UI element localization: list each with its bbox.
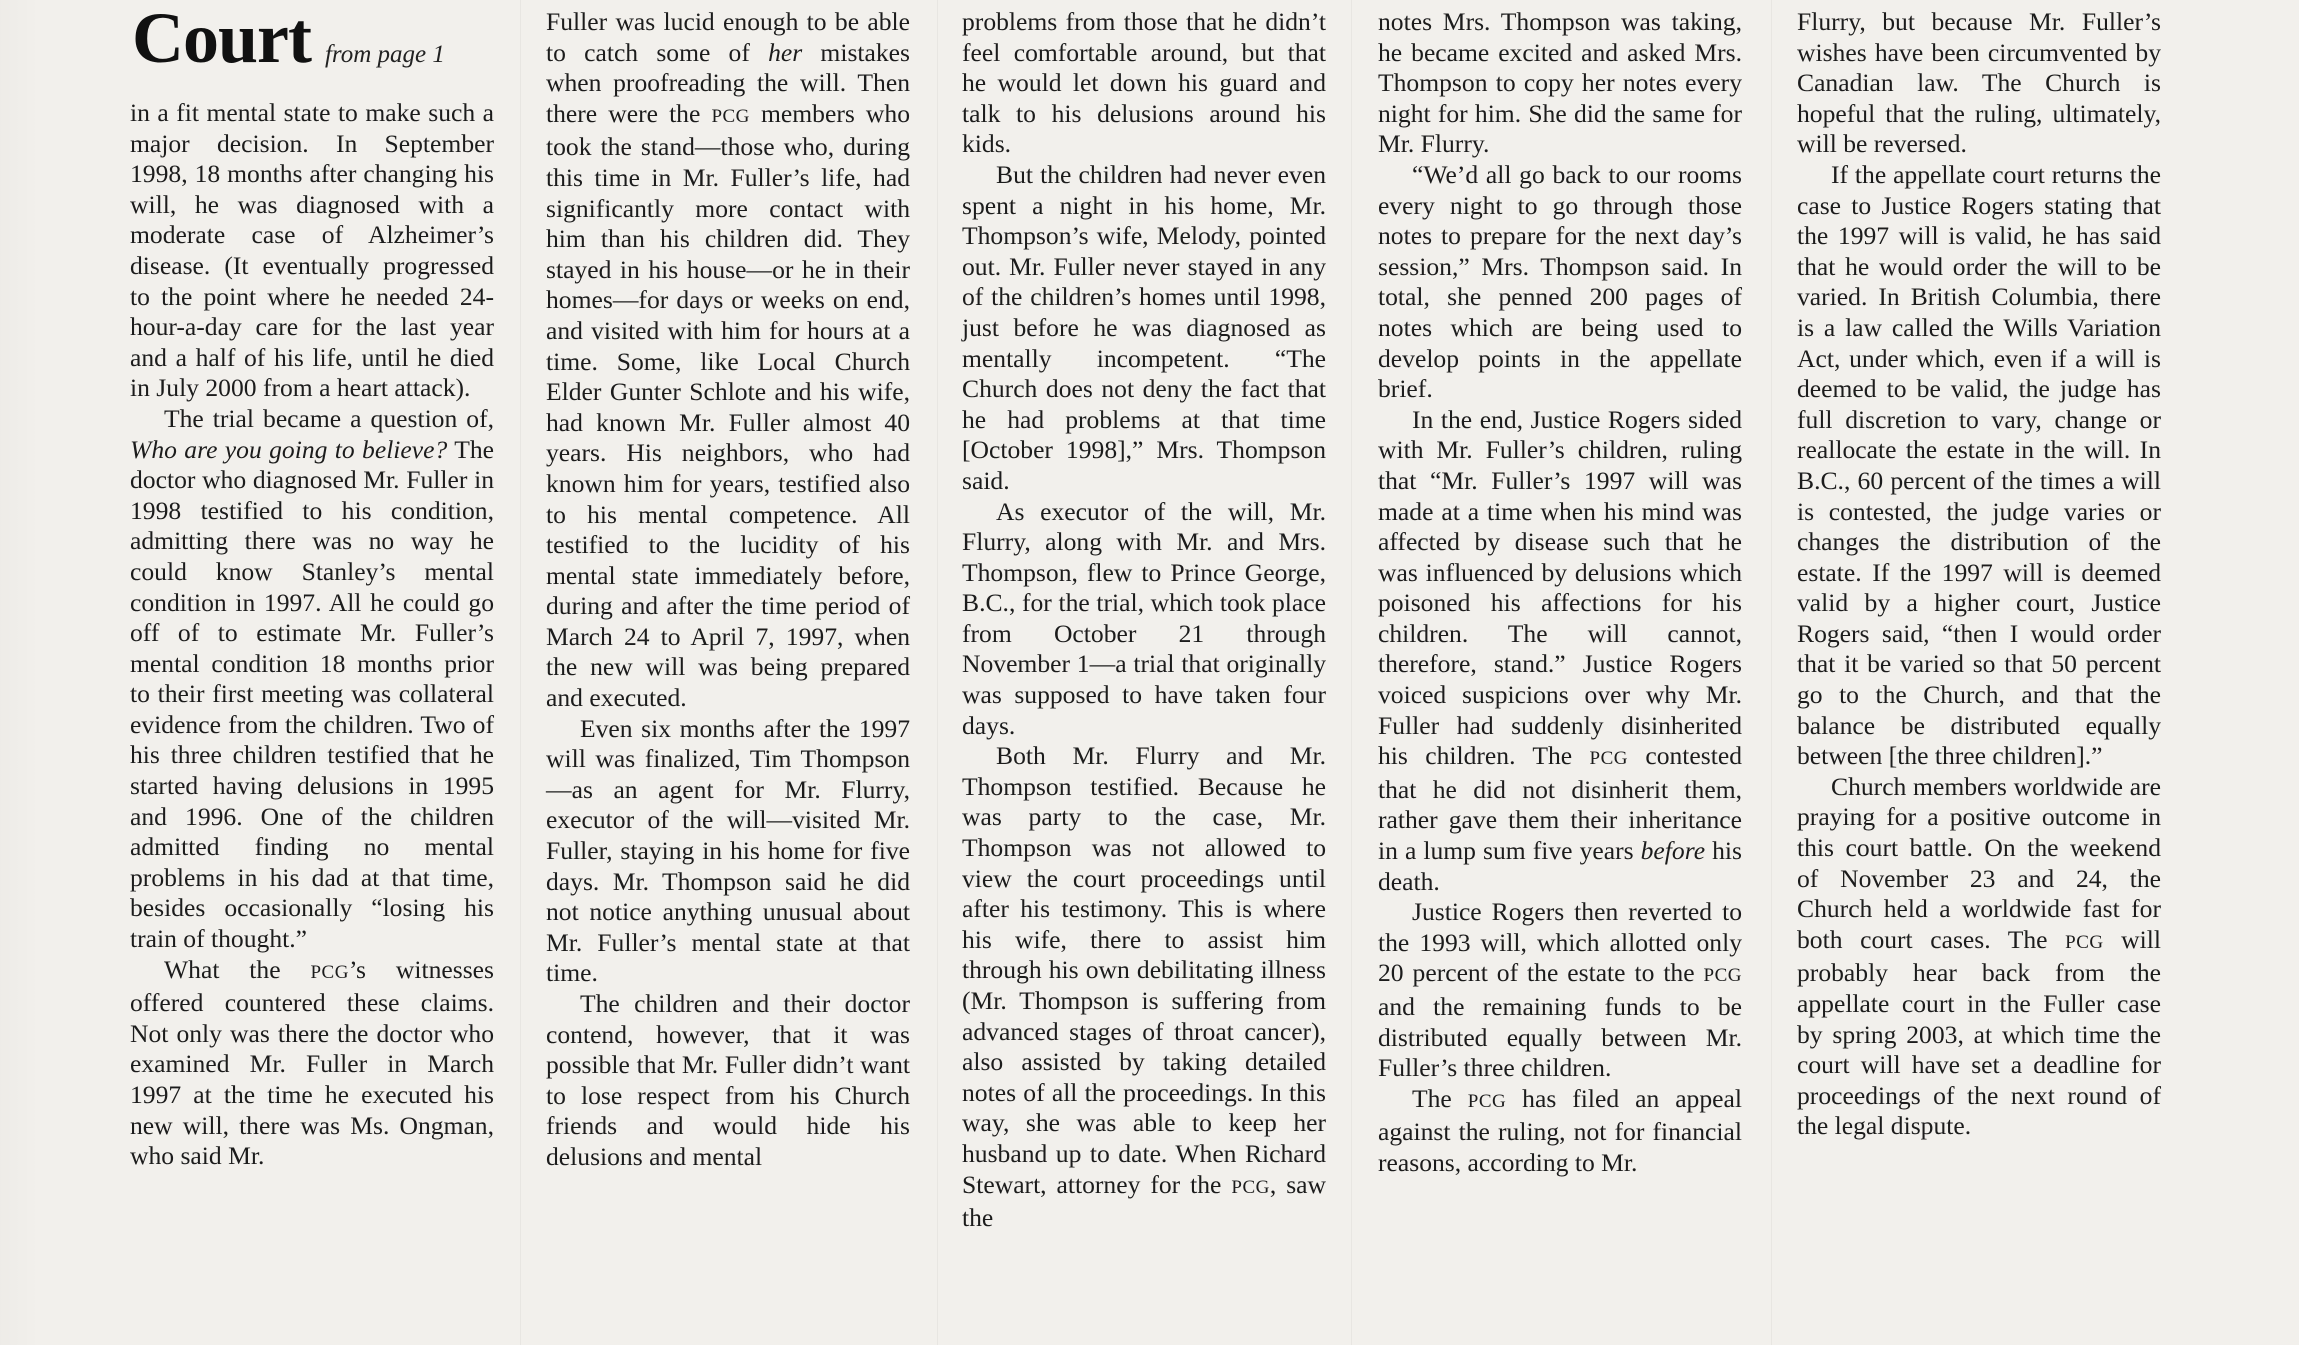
- text-run: , saw the: [962, 1169, 1326, 1233]
- text-run: has filed an appeal against the ruling, not for financial reasons, according to Mr.: [1378, 1083, 1742, 1177]
- text-run: contested that he did not disinherit them, rather gave them their inheritance in a lump sum five years: [1378, 741, 1742, 866]
- paragraph: [546, 714, 910, 989]
- paragraph: [1378, 1084, 1742, 1179]
- paragraph: [1797, 772, 2161, 1142]
- small-caps-run: PCG: [1589, 748, 1628, 770]
- paragraph: [1797, 160, 2161, 772]
- small-caps-run: PCG: [1231, 1176, 1270, 1198]
- text-run: his death.: [1378, 836, 1742, 896]
- italic-run: her: [768, 37, 803, 67]
- article-column-4: [1378, 7, 1742, 1179]
- article-column-2: [546, 7, 910, 1173]
- column-gutter: [1771, 0, 1772, 1345]
- paragraph: [130, 955, 494, 1172]
- paragraph: [1378, 7, 1742, 160]
- small-caps-run: PCG: [1467, 1090, 1507, 1112]
- text-run: Flurry, but because Mr. Fuller’s wishes have been circumvented by Canadian law. The Church is hopeful that the ruling, ultimately, will be reversed.: [1797, 7, 2161, 159]
- text-run: The doctor who diagnosed Mr. Fuller in 1998 testified to his condition, admitting there was no way he could know Stanley’s mental condition in 1997. All he could go off of to estimate Mr. Fuller’s mental condition 18 months prior to their first meeting was collateral evidence from the children. Two of his three children testified that he started having delusions in 1995 and 1996. One of the children admitted finding no mental problems in his dad at that time, besides occasionally “losing his train of thought.”: [130, 434, 494, 954]
- article-column-5: [1797, 7, 2161, 1142]
- headline-title: Court: [132, 0, 311, 78]
- italic-run: Who are you going to believe?: [130, 434, 448, 464]
- column-gutter: [1351, 0, 1352, 1345]
- text-run: will probably hear back from the appellate court in the Fuller case by spring 2003, at which time the court will have set a deadline for proceedings of the next round of the legal dispute.: [1797, 924, 2161, 1141]
- jump-line: from page 1: [324, 41, 445, 68]
- text-run: in a fit mental state to make such a major decision. In September 1998, 18 months after changing his will, he was diagnosed with a moderate case of Alzheimer’s disease. (It eventually progressed to the point where he needed 24-hour-a-day care for the last year and a half of his life, until he died in July 2000 from a heart attack).: [130, 98, 494, 403]
- text-run: “We’d all go back to our rooms every night to go through those notes to prepare for the next day’s session,” Mrs. Thompson said. In total, she penned 200 pages of notes which are being used to develop points in the appellate brief.: [1378, 159, 1742, 404]
- text-run: But the children had never even spent a night in his home, Mr. Thompson’s wife, Melody, pointed out. Mr. Fuller never stayed in any of the children’s homes until 1998, just before he was diagnosed as mentally incompetent. “The Church does not deny the fact that he had problems at that time [October 1998],” Mrs. Thompson said.: [962, 159, 1326, 495]
- text-run: ’s witnesses offered countered these claims. Not only was there the doctor who examined Mr. Fuller in March 1997 at the time he executed his new will, there was Ms. Ongman, who said Mr.: [130, 954, 494, 1171]
- text-run: and the remaining funds to be distributed equally between Mr. Fuller’s three children.: [1378, 992, 1742, 1083]
- column-gutter: [520, 0, 521, 1345]
- paragraph: [546, 989, 910, 1173]
- text-run: Justice Rogers then reverted to the 1993 will, which allotted only 20 percent of the estate to the: [1378, 897, 1742, 988]
- paragraph: [962, 741, 1326, 1234]
- text-run: Both Mr. Flurry and Mr. Thompson testified. Because he was party to the case, Mr. Thompson was not allowed to view the court proceedings until after his testimony. This is where his wife, there to assist him through his own debilitating illness (Mr. Thompson is suffering from advanced stages of throat cancer), also assisted by taking detailed notes of all the proceedings. In this way, she was able to keep her husband up to date. When Richard Stewart, attorney for the: [962, 741, 1326, 1199]
- paragraph: [130, 404, 494, 955]
- article-column-3: [962, 7, 1326, 1234]
- italic-run: before: [1640, 836, 1706, 866]
- small-caps-run: PCG: [2065, 931, 2104, 953]
- text-run: mistakes when proofreading the will. Then there were the: [546, 37, 910, 128]
- column-gutter: [937, 0, 938, 1345]
- paragraph: [1378, 897, 1742, 1084]
- text-run: If the appellate court returns the case to Justice Rogers stating that the 1997 will is valid, he has said that he would order the will to be varied. In British Columbia, there is a law called the Wills Variation Act, under which, even if a will is deemed to be valid, the judge has full discretion to vary, change or reallocate the estate in the will. In B.C., 60 percent of the times a will is contested, the judge varies or changes the distribution of the estate. If the 1997 will is deemed valid by a higher court, Justice Rogers said, “then I would order that it be varied so that 50 percent go to the Church, and that the balance be distributed equally between [the three children].”: [1797, 159, 2161, 771]
- text-run: members who took the stand—those who, during this time in Mr. Fuller’s life, had significantly more contact with him than his children did. They stayed in his house—or he in their homes—for days or weeks on end, and visited with him for hours at a time. Some, like Local Church Elder Gunter Schlote and his wife, had known Mr. Fuller almost 40 years. His neighbors, who had known him for years, testified also to his mental competence. All testified to the lucidity of his mental state immediately before, during and after the time period of March 24 to April 7, 1997, when the new will was being prepared and executed.: [546, 98, 910, 713]
- article-column-1: [130, 98, 494, 1172]
- text-run: The children and their doctor contend, however, that it was possible that Mr. Fuller didn’t want to lose respect from his Church friends and would hide his delusions and mental: [546, 989, 910, 1171]
- paragraph: [546, 7, 910, 714]
- text-run: The trial became a question of,: [164, 403, 494, 433]
- headline: [132, 0, 445, 78]
- text-run: What the: [164, 954, 311, 984]
- paragraph: [962, 497, 1326, 742]
- text-run: Even six months after the 1997 will was finalized, Tim Thompson—as an agent for Mr. Flurry, executor of the will—visited Mr. Fuller, staying in his home for five days. Mr. Thompson said he did not notice anything unusual about Mr. Fuller’s mental state at that time.: [546, 713, 910, 988]
- text-run: In the end, Justice Rogers sided with Mr. Fuller’s children, ruling that “Mr. Fuller’s 1997 will was made at a time when his mind was affected by disease such that he was influenced by delusions which poisoned his affections for his children. The will cannot, therefore, stand.” Justice Rogers voiced suspicions over why Mr. Fuller had suddenly disinherited his children. The: [1378, 404, 1742, 771]
- small-caps-run: PCG: [1703, 965, 1742, 987]
- text-run: problems from those that he didn’t feel comfortable around, but that he would let down his guard and talk to his delusions around his kids.: [962, 7, 1326, 159]
- text-run: Church members worldwide are praying for a positive outcome in this court battle. On the weekend of November 23 and 24, the Church held a worldwide fast for both court cases. The: [1797, 771, 2161, 954]
- paragraph: [130, 98, 494, 404]
- paragraph: [962, 7, 1326, 160]
- small-caps-run: PCG: [310, 961, 349, 983]
- paragraph: [1797, 7, 2161, 160]
- paragraph: [962, 160, 1326, 497]
- small-caps-run: PCG: [711, 105, 750, 127]
- paragraph: [1378, 160, 1742, 405]
- text-run: The: [1412, 1083, 1468, 1113]
- text-run: As executor of the will, Mr. Flurry, along with Mr. and Mrs. Thompson, flew to Prince George, B.C., for the trial, which took place from October 21 through November 1—a trial that originally was supposed to have taken four days.: [962, 496, 1326, 740]
- text-run: notes Mrs. Thompson was taking, he became excited and asked Mrs. Thompson to copy her notes every night for him. She did the same for Mr. Flurry.: [1378, 7, 1742, 159]
- text-run: Fuller was lucid enough to be able to catch some of: [546, 7, 910, 67]
- paragraph: [1378, 405, 1742, 898]
